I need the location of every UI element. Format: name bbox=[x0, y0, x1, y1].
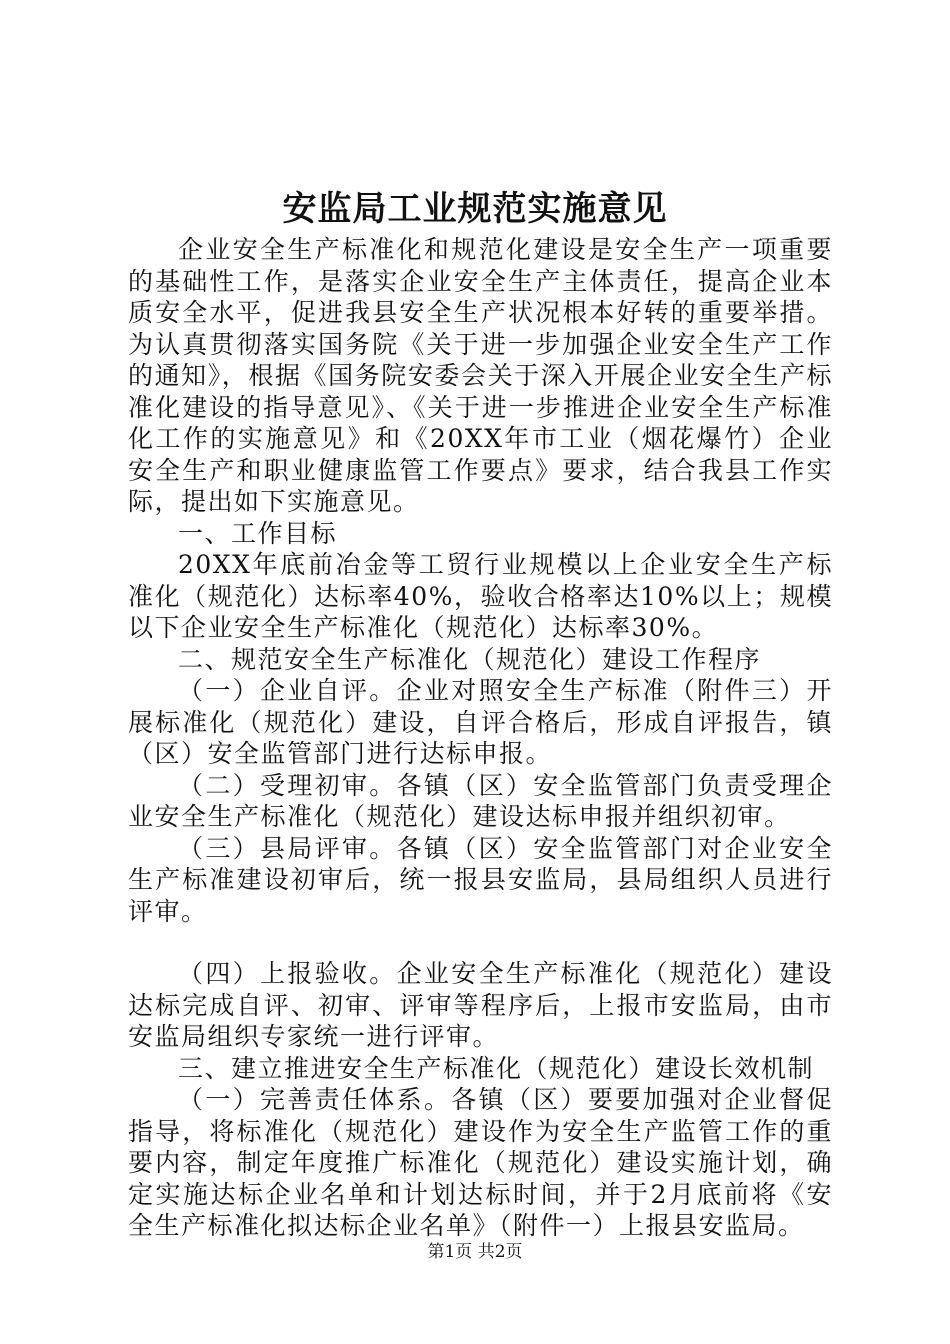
heading-work-procedure: 二、规范安全生产标准化（规范化）建设工作程序 bbox=[178, 644, 762, 674]
paragraph-preliminary-review: （二）受理初审。各镇（区）安全监管部门负责受理企业安全生产标准化（规范化）建设达标申报并组织初审。 bbox=[128, 770, 833, 831]
document-body bbox=[128, 234, 833, 1242]
paragraph-self-assessment: （一）企业自评。企业对照安全生产标准（附件三）开展标准化（规范化）建设，自评合格后，形成自评报告，镇（区）安全监管部门进行达标申报。 bbox=[128, 676, 833, 768]
heading-work-goal: 一、工作目标 bbox=[178, 518, 338, 548]
page-number: 第1页 共2页 bbox=[427, 1242, 523, 1262]
heading-long-term-mechanism: 三、建立推进安全生产标准化（规范化）建设长效机制 bbox=[178, 1053, 815, 1083]
document-title: 安监局工业规范实施意见 bbox=[282, 189, 668, 229]
paragraph-intro: 企业安全生产标准化和规范化建设是安全生产一项重要的基础性工作，是落实企业安全生产主体责任，提高企业本质安全水平，促进我县安全生产状况根本好转的重要举措。为认真贯彻落实国务院《关于进一步加强企业安全生产工作的通知》，根据《国务院安委会关于深入开展企业安全生产标准化建设的指导意见》、《关于进一步推进企业安全生产标准化工作的实施意见》和《20XX年市工业（烟花爆竹）企业安全生产和职业健康监管工作要点》要求，结合我县工作实际，提出如下实施意见。 bbox=[128, 235, 833, 516]
paragraph-report-acceptance: （四）上报验收。企业安全生产标准化（规范化）建设达标完成自评、初审、评审等程序后，上报市安监局，由市安监局组织专家统一进行评审。 bbox=[128, 959, 833, 1051]
paragraph-goal-detail: 20XX年底前冶金等工贸行业规模以上企业安全生产标准化（规范化）达标率40%，验收合格率达10%以上；规模以下企业安全生产标准化（规范化）达标率30%。 bbox=[128, 550, 833, 642]
paragraph-responsibility-system: （一）完善责任体系。各镇（区）要要加强对企业督促指导，将标准化（规范化）建设作为安全生产监管工作的重要内容，制定年度推广标准化（规范化）建设实施计划，确定实施达标企业名单和计划达标时间，并于2月底前将《安全生产标准化拟达标企业名单》（附件一）上报县安监局。 bbox=[128, 1085, 833, 1240]
paragraph-county-review: （三）县局评审。各镇（区）安全监管部门对企业安全生产标准建设初审后，统一报县安监局，县局组织人员进行评审。 bbox=[128, 833, 833, 926]
